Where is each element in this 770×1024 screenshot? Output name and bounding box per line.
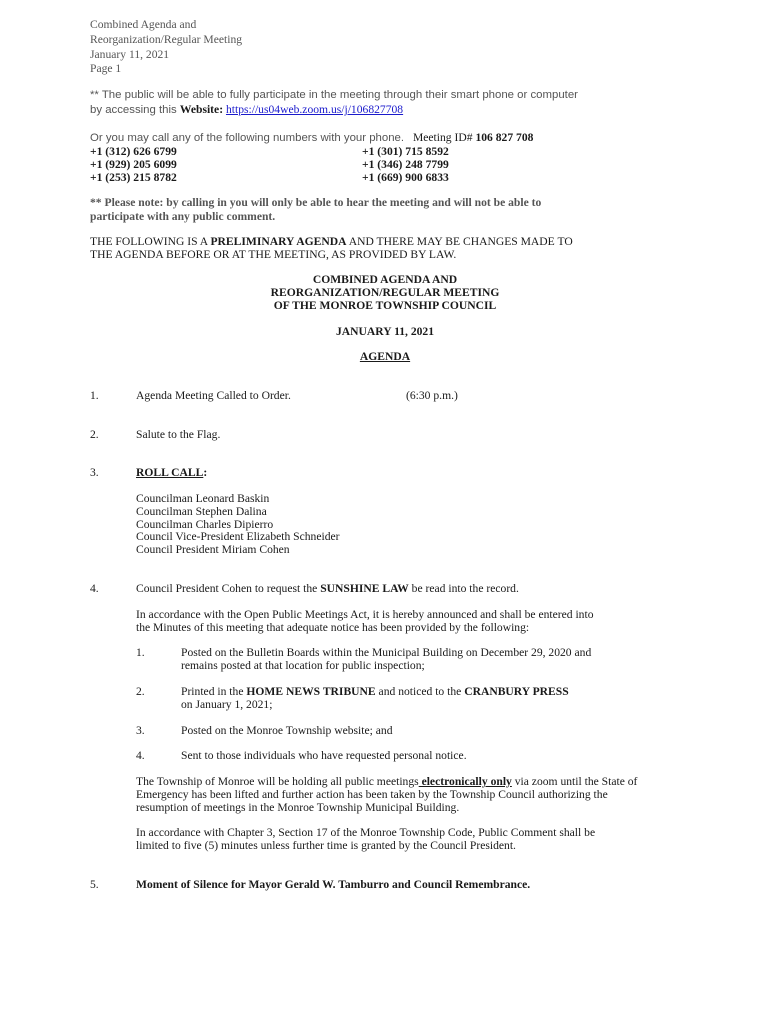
phone-number: +1 (346) 248 7799 [362, 158, 449, 171]
notice-item-line2: on January 1, 2021; [181, 698, 273, 711]
header-page-number: Page 1 [90, 62, 122, 75]
agenda-title-line1: COMBINED AGENDA AND [312, 273, 458, 286]
sunshine-law-line [136, 582, 519, 595]
agenda-title-line3: OF THE MONROE TOWNSHIP COUNCIL [273, 299, 497, 312]
public-notice-line2 [90, 103, 403, 117]
council-member: Council Vice-President Elizabeth Schneider [136, 530, 340, 543]
item-number: 1. [90, 389, 99, 402]
phone-number: +1 (301) 715 8592 [362, 145, 449, 158]
notice-item-line1: Posted on the Bulletin Boards within the Municipal Building on December 29, 2020 and [181, 646, 592, 659]
public-notice-prefix: by accessing this [90, 104, 180, 116]
phone-number: +1 (312) 626 6799 [90, 145, 177, 158]
item-number: 2. [90, 428, 99, 441]
preliminary-prefix: THE FOLLOWING IS A [90, 235, 211, 248]
newspaper-name: CRANBURY PRESS [464, 685, 569, 698]
notice-item-number: 1. [136, 646, 145, 659]
notice-item-line2: remains posted at that location for public inspection; [181, 659, 425, 672]
notice-item-number: 2. [136, 685, 145, 698]
header-title-line2: Reorganization/Regular Meeting [90, 33, 243, 46]
phone-number: +1 (253) 215 8782 [90, 171, 177, 184]
item-time: (6:30 p.m.) [406, 389, 458, 402]
preliminary-suffix: AND THERE MAY BE CHANGES MADE TO [346, 235, 573, 248]
council-member: Councilman Stephen Dalina [136, 505, 267, 518]
item-text: Moment of Silence for Mayor Gerald W. Tamburro and Council Remembrance. [136, 878, 531, 891]
notice-item-line1: Sent to those individuals who have requested personal notice. [181, 749, 467, 762]
council-member: Councilman Leonard Baskin [136, 492, 270, 505]
agenda-heading [90, 350, 680, 363]
calling-note-line2: participate with any public comment. [90, 210, 276, 223]
electronic-prefix: The Township of Monroe will be holding all public meetings [136, 775, 419, 788]
sunshine-suffix: be read into the record. [408, 582, 519, 595]
item-text: Agenda Meeting Called to Order. [136, 389, 291, 402]
public-comment-line2: limited to five (5) minutes unless further time is granted by the Council President. [136, 839, 516, 852]
council-member: Councilman Charles Dipierro [136, 518, 274, 531]
phone-number: +1 (929) 205 6099 [90, 158, 177, 171]
electronically-only-label: electronically only [418, 775, 512, 788]
phone-intro: Or you may call any of the following numbers with your phone. [90, 132, 405, 144]
electronic-suffix: via zoom until the State of [511, 775, 638, 788]
notice-item-number: 3. [136, 724, 145, 737]
electronic-meetings-line2: Emergency has been lifted and further action has been taken by the Township Council authorizing the [136, 788, 608, 801]
header-title-line1: Combined Agenda and [90, 18, 197, 31]
notice-item-line1: Posted on the Monroe Township website; and [181, 724, 393, 737]
printed-prefix: Printed in the [181, 685, 247, 698]
item-number: 3. [90, 466, 99, 479]
header-date: January 11, 2021 [90, 48, 170, 61]
electronic-meetings-line1 [136, 775, 637, 788]
printed-middle: and noticed to the [375, 685, 465, 698]
item-number: 5. [90, 878, 99, 891]
roll-call-heading [136, 466, 207, 479]
zoom-meeting-link[interactable]: https://us04web.zoom.us/j/106827708 [225, 103, 404, 116]
council-member: Council President Miriam Cohen [136, 543, 290, 556]
phone-intro-line [90, 131, 533, 145]
public-comment-line1: In accordance with Chapter 3, Section 17 of the Monroe Township Code, Public Comment shall be [136, 826, 596, 839]
item-number: 4. [90, 582, 99, 595]
roll-call-colon: : [203, 466, 208, 479]
item-text: Salute to the Flag. [136, 428, 221, 441]
electronic-meetings-line3: resumption of meetings in the Monroe Township Municipal Building. [136, 801, 460, 814]
notice-item-line1 [181, 685, 569, 698]
agenda-heading-text: AGENDA [359, 350, 411, 363]
preliminary-notice-line1 [90, 235, 573, 248]
notice-item-number: 4. [136, 749, 145, 762]
meeting-date: JANUARY 11, 2021 [335, 325, 435, 338]
agenda-title-line2: REORGANIZATION/REGULAR MEETING [270, 286, 500, 299]
preliminary-agenda-label: PRELIMINARY AGENDA [210, 235, 347, 248]
newspaper-name: HOME NEWS TRIBUNE [246, 685, 376, 698]
calling-note-line1: ** Please note: by calling in you will only be able to hear the meeting and will not be able to [90, 196, 542, 209]
preliminary-notice-line2: THE AGENDA BEFORE OR AT THE MEETING, AS PROVIDED BY LAW. [90, 248, 457, 261]
opma-paragraph-line2: the Minutes of this meeting that adequate notice has been provided by the following: [136, 621, 530, 634]
meeting-id-label: Meeting ID# [412, 131, 473, 144]
sunshine-law-label: SUNSHINE LAW [320, 582, 409, 595]
website-label: Website: [179, 103, 224, 116]
phone-number: +1 (669) 900 6833 [362, 171, 449, 184]
public-notice-line1: ** The public will be able to fully participate in the meeting through their smart phone or computer [90, 89, 578, 101]
meeting-id: 106 827 708 [475, 131, 534, 144]
roll-call-label: ROLL CALL [136, 466, 204, 479]
opma-paragraph-line1: In accordance with the Open Public Meetings Act, it is hereby announced and shall be entered into [136, 608, 594, 621]
sunshine-prefix: Council President Cohen to request the [136, 582, 321, 595]
